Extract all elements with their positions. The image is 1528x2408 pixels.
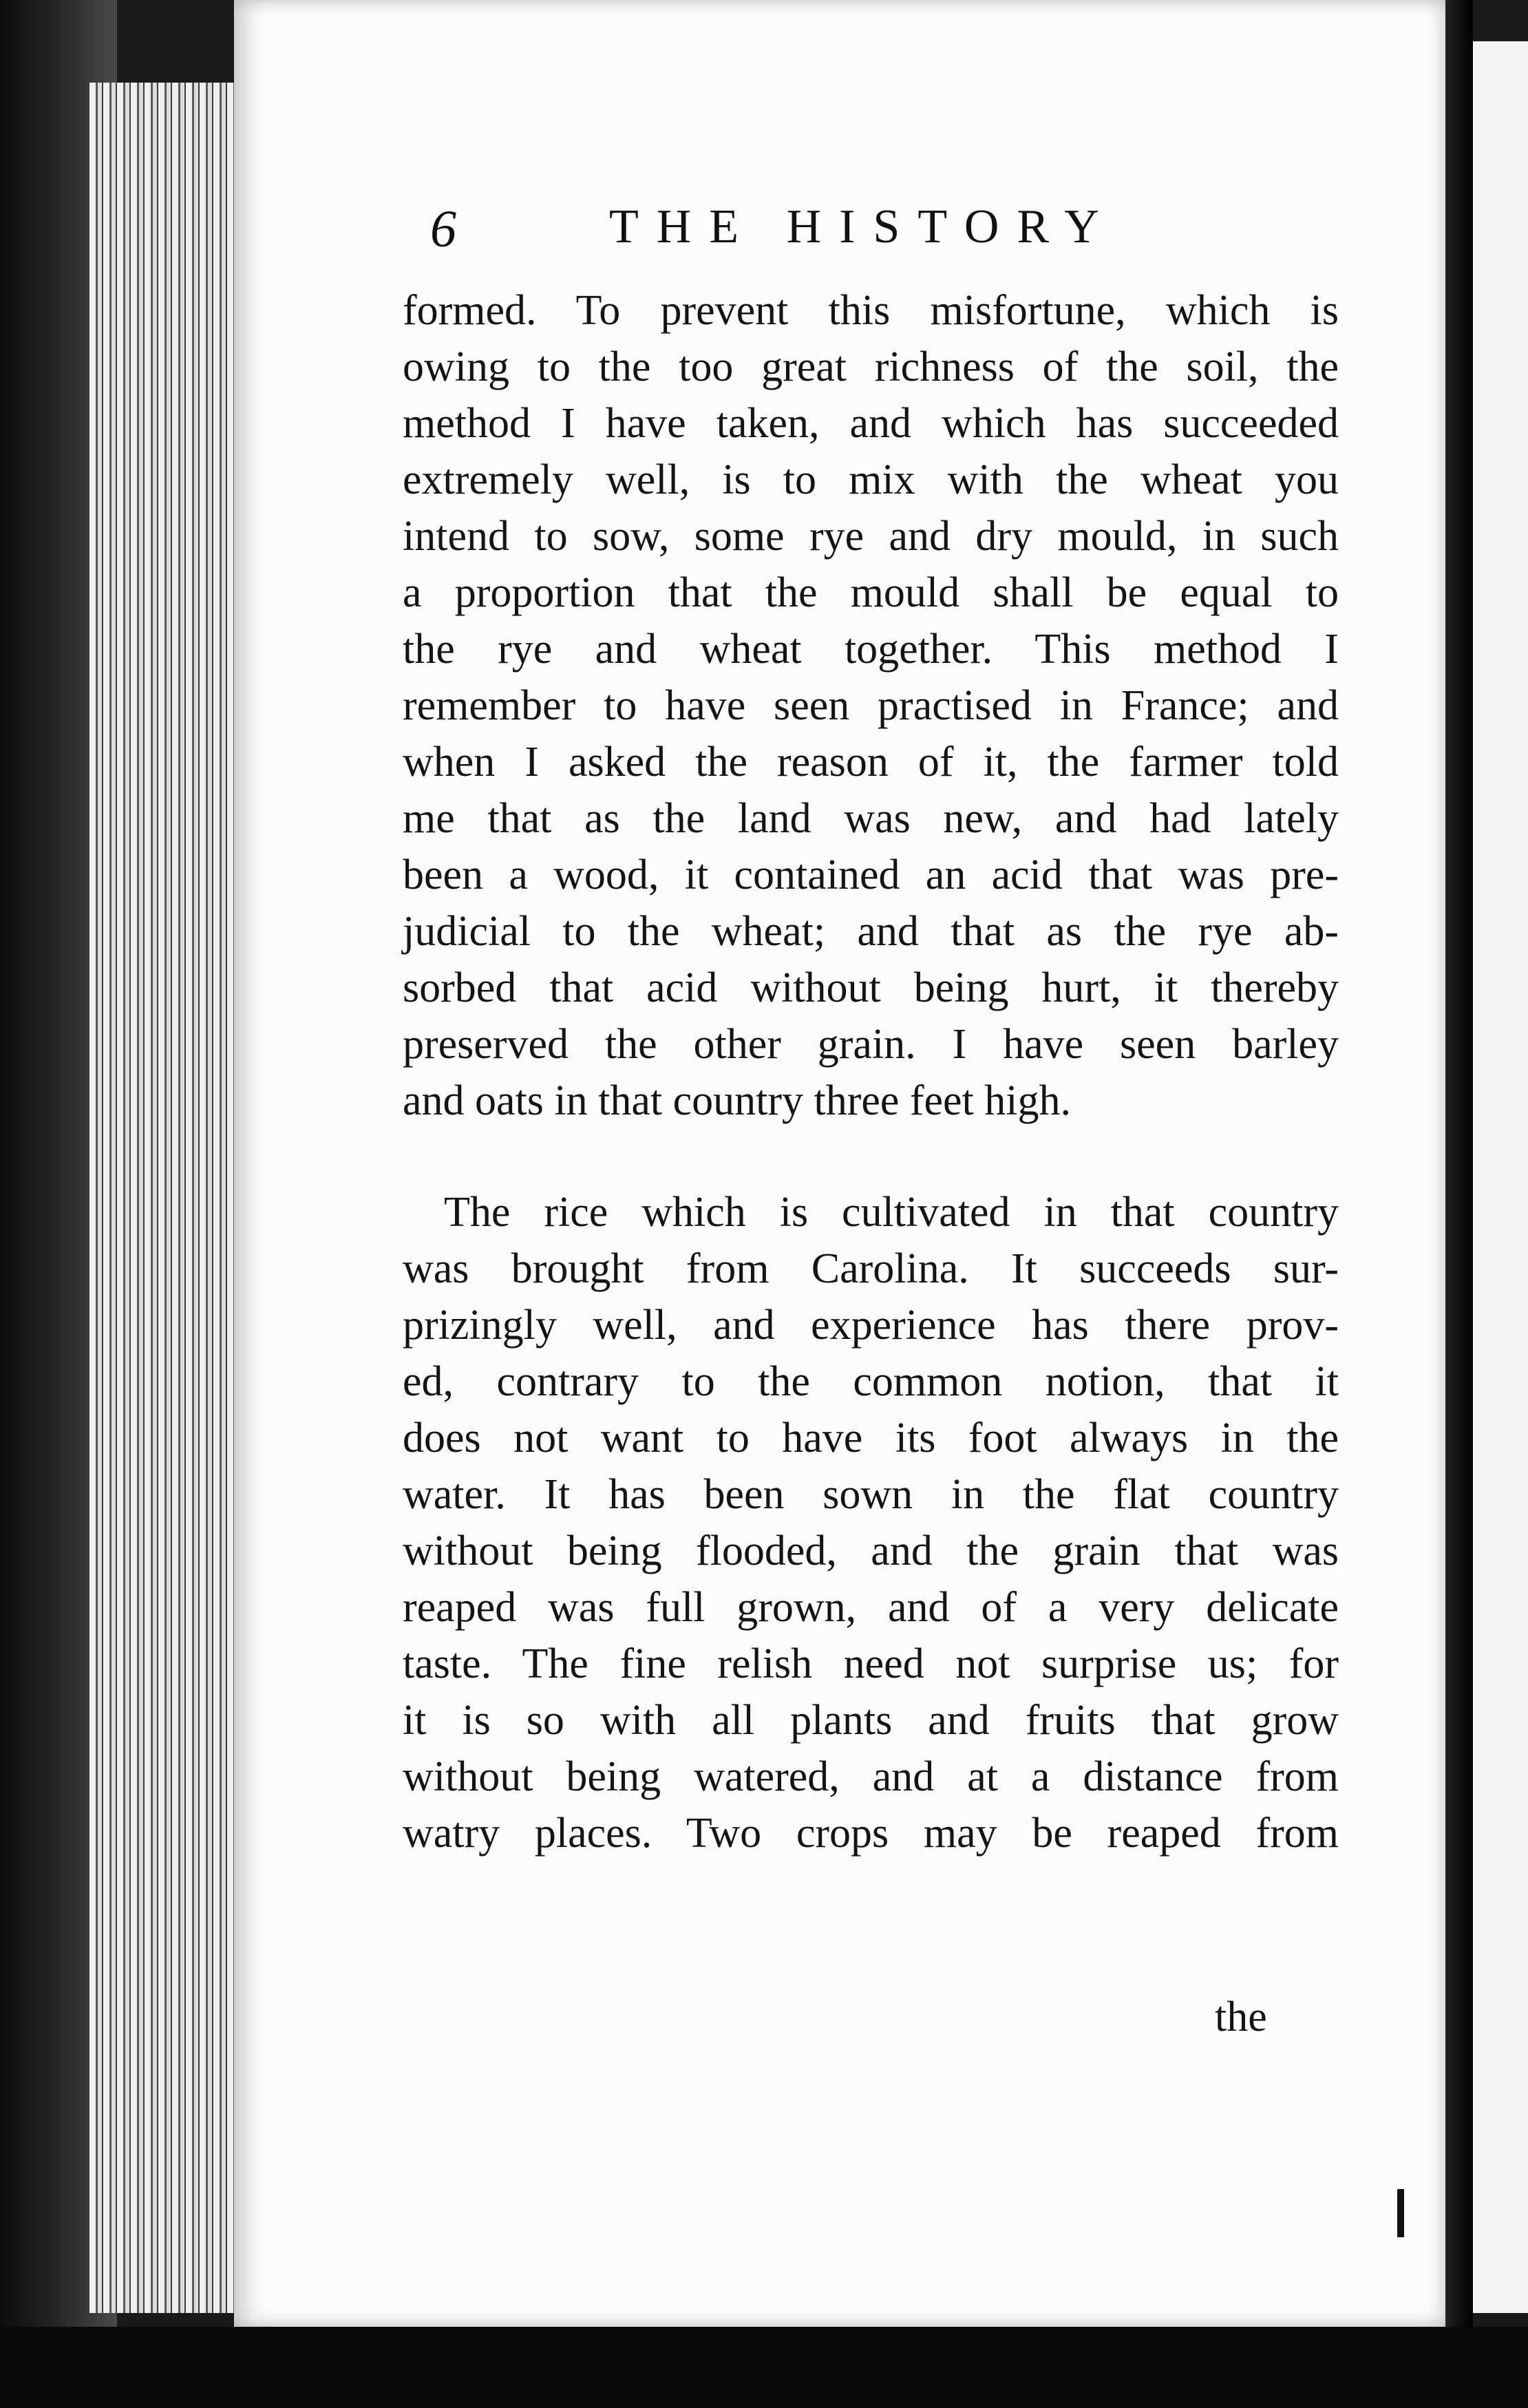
- text-line: it is so with all plants and fruits that grow: [403, 1697, 1339, 1744]
- catchword: the: [1215, 1994, 1267, 2040]
- adjacent-page-sliver: [1473, 41, 1528, 2313]
- next-page-edge: [1445, 0, 1473, 2408]
- margin-mark: [1397, 2189, 1404, 2237]
- text-line: owing to the too great richness of the soil, the: [403, 344, 1339, 390]
- running-head: THE HISTORY: [609, 200, 1117, 253]
- paragraph: [403, 282, 1339, 1129]
- text-line: sorbed that acid without being hurt, it thereby: [403, 964, 1339, 1011]
- text-line: the rye and wheat together. This method I: [403, 626, 1339, 673]
- text-line: judicial to the wheat; and that as the rye ab-: [403, 908, 1339, 955]
- text-line: without being watered, and at a distance from: [403, 1753, 1339, 1800]
- text-line: extremely well, is to mix with the wheat you: [403, 456, 1339, 503]
- text-line: and oats in that country three feet high.: [403, 1077, 1072, 1124]
- text-line: when I asked the reason of it, the farmer told: [403, 739, 1339, 785]
- page-number: 6: [430, 200, 456, 258]
- page-edges-stack: [89, 83, 248, 2313]
- text-line: formed. To prevent this misfortune, which is: [403, 287, 1339, 334]
- text-line: does not want to have its foot always in the: [403, 1415, 1339, 1461]
- body-text: [403, 282, 1339, 1861]
- page-header: [430, 200, 1201, 282]
- text-line: intend to sow, some rye and dry mould, in such: [403, 513, 1339, 560]
- paragraph-gap: [403, 1129, 1339, 1184]
- paragraph: [403, 1184, 1339, 1861]
- text-line: method I have taken, and which has succeeded: [403, 400, 1339, 447]
- text-line: a proportion that the mould shall be equal to: [403, 569, 1339, 616]
- text-line: remember to have seen practised in France; and: [403, 682, 1339, 729]
- text-line: been a wood, it contained an acid that was pre-: [403, 852, 1339, 898]
- text-line: reaped was full grown, and of a very delicate: [403, 1584, 1339, 1631]
- text-line: taste. The fine relish need not surprise us; for: [403, 1640, 1339, 1687]
- text-line: was brought from Carolina. It succeeds sur-: [403, 1245, 1339, 1292]
- text-line: me that as the land was new, and had lately: [403, 795, 1339, 842]
- text-line: The rice which is cultivated in that country: [444, 1189, 1339, 1236]
- text-line: without being flooded, and the grain that was: [403, 1528, 1339, 1574]
- text-line: watry places. Two crops may be reaped from: [403, 1810, 1339, 1857]
- scan-bottom-border: [0, 2327, 1528, 2408]
- text-line: water. It has been sown in the flat country: [403, 1471, 1339, 1518]
- text-line: prizingly well, and experience has there prov-: [403, 1302, 1339, 1349]
- text-line: ed, contrary to the common notion, that it: [403, 1358, 1339, 1405]
- text-line: preserved the other grain. I have seen barley: [403, 1021, 1339, 1068]
